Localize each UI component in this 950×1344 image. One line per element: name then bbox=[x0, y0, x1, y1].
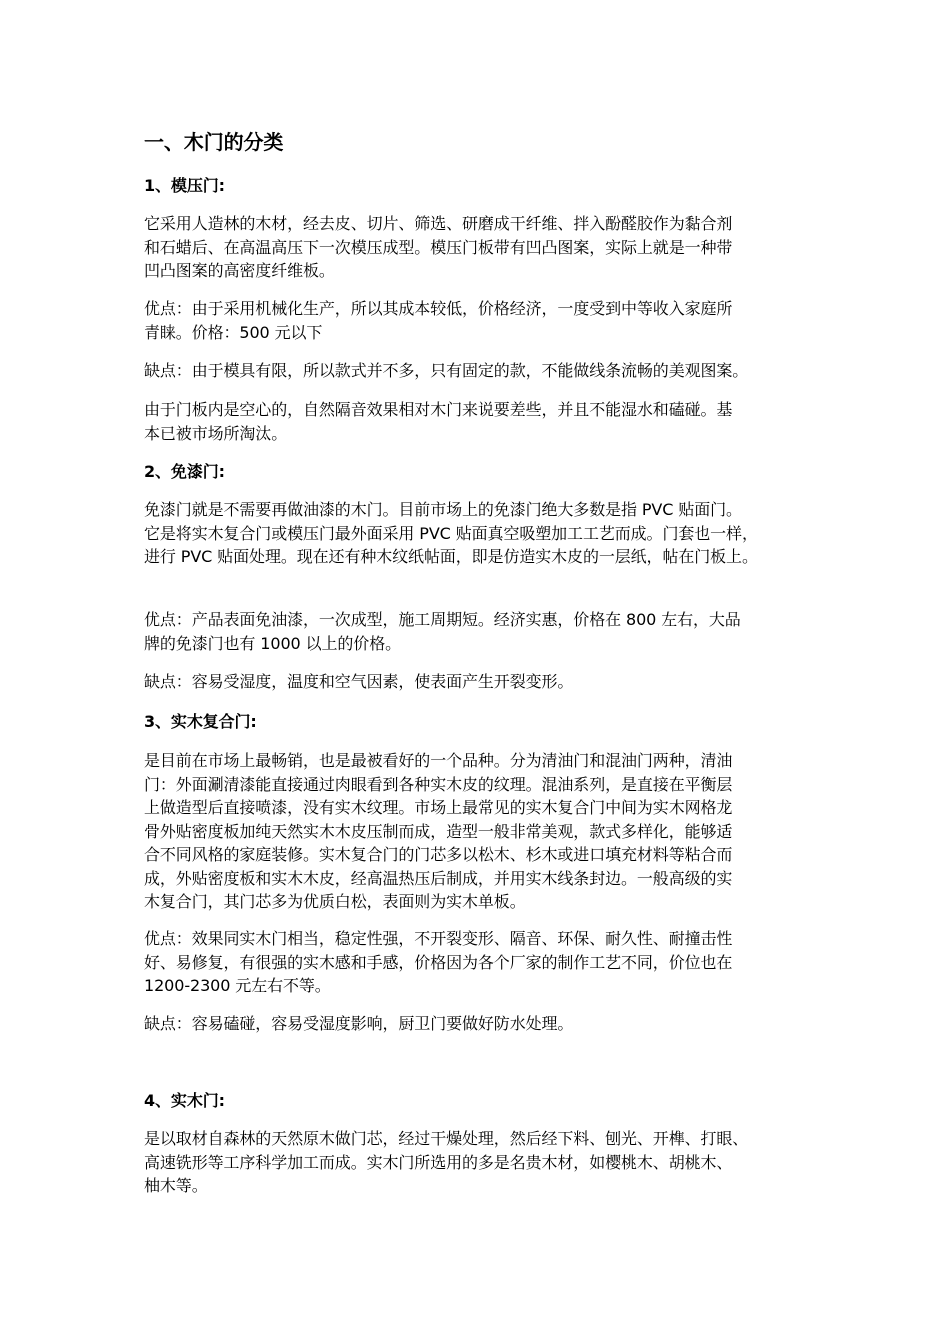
paragraph-line: 缺点：容易受湿度，温度和空气因素，使表面产生开裂变形。 bbox=[144, 672, 574, 691]
page-title: 一、木门的分类 bbox=[144, 130, 284, 154]
paragraph-line: 优点：效果同实木门相当，稳定性强，不开裂变形、隔音、环保、耐久性、耐撞击性 bbox=[144, 929, 733, 948]
paragraph bbox=[144, 212, 814, 283]
paragraph-line: 是以取材自森林的天然原木做门芯，经过干燥处理，然后经下料、刨光、开榫、打眼、 bbox=[144, 1129, 749, 1148]
paragraph-line: 缺点：由于模具有限，所以款式并不多，只有固定的款，不能做线条流畅的美观图案。 bbox=[144, 361, 749, 380]
paragraph-line: 是目前在市场上最畅销，也是最被看好的一个品种。分为清油门和混油门两种，清油 bbox=[144, 751, 733, 770]
paragraph-line: 骨外贴密度板加纯天然实木木皮压制而成，造型一般非常美观，款式多样化，能够适 bbox=[144, 821, 733, 841]
section-heading-composite-door: 3、实木复合门: bbox=[144, 712, 257, 731]
paragraph-line: 成，外贴密度板和实木木皮，经高温热压后制成，并用实木线条封边。一般高级的实 bbox=[144, 868, 733, 888]
paragraph-line: 好、易修复，有很强的实木感和手感，价格因为各个厂家的制作工艺不同，价位也在 bbox=[144, 952, 733, 972]
section-heading-paint-free-door: 2、免漆门: bbox=[144, 462, 225, 481]
paragraph-line: 牌的免漆门也有 1000 以上的价格。 bbox=[144, 633, 401, 653]
paragraph-line: 优点：由于采用机械化生产，所以其成本较低，价格经济，一度受到中等收入家庭所 bbox=[144, 299, 733, 318]
paragraph-line: 它是将实木复合门或模压门最外面采用 PVC 贴面真空吸塑加工工艺而成。门套也一样， bbox=[144, 523, 758, 543]
paragraph-line: 由于门板内是空心的，自然隔音效果相对木门来说要差些，并且不能湿水和磕碰。基 bbox=[144, 400, 733, 419]
paragraph bbox=[144, 608, 814, 655]
paragraph-line: 凹凸图案的高密度纤维板。 bbox=[144, 261, 335, 280]
paragraph-line: 它采用人造林的木材，经去皮、切片、筛选、研磨成干纤维、拌入酚醛胶作为黏合剂 bbox=[144, 214, 733, 233]
paragraph-line: 免漆门就是不需要再做油漆的木门。目前市场上的免漆门绝大多数是指 PVC 贴面门。 bbox=[144, 500, 742, 519]
paragraph-line: 合不同风格的家庭装修。实木复合门的门芯多以松木、杉木或进口填充材料等粘合而 bbox=[144, 845, 733, 864]
paragraph-line: 缺点：容易磕碰，容易受湿度影响，厨卫门要做好防水处理。 bbox=[144, 1014, 574, 1033]
paragraph bbox=[144, 1127, 814, 1198]
paragraph-line: 门：外面涮清漆能直接通过肉眼看到各种实木皮的纹理。混油系列，是直接在平衡层 bbox=[144, 774, 733, 794]
paragraph bbox=[144, 297, 814, 344]
paragraph-line: 1200-2300 元左右不等。 bbox=[144, 976, 331, 995]
paragraph-line: 柚木等。 bbox=[144, 1176, 208, 1195]
paragraph bbox=[144, 749, 814, 914]
paragraph-line: 优点：产品表面免油漆，一次成型，施工周期短。经济实惠，价格在 800 左右，大品 bbox=[144, 610, 741, 629]
paragraph bbox=[144, 359, 814, 383]
paragraph-line: 高速铣形等工序科学加工而成。实木门所选用的多是名贵木材，如樱桃木、胡桃木、 bbox=[144, 1152, 733, 1172]
paragraph bbox=[144, 398, 814, 445]
paragraph bbox=[144, 1012, 814, 1036]
paragraph bbox=[144, 927, 814, 998]
paragraph bbox=[144, 498, 814, 569]
paragraph-line: 进行 PVC 贴面处理。现在还有种木纹纸帖面，即是仿造实木皮的一层纸，帖在门板上。 bbox=[144, 547, 758, 566]
paragraph-line: 上做造型后直接喷漆，没有实木纹理。市场上最常见的实木复合门中间为实木网格龙 bbox=[144, 798, 733, 817]
section-heading-molded-door: 1、模压门: bbox=[144, 176, 225, 195]
paragraph-line: 青睐。价格：500 元以下 bbox=[144, 322, 323, 342]
paragraph-line: 和石蜡后、在高温高压下一次模压成型。模压门板带有凹凸图案，实际上就是一种带 bbox=[144, 237, 733, 257]
section-heading-solid-wood-door: 4、实木门: bbox=[144, 1091, 225, 1110]
paragraph bbox=[144, 670, 814, 694]
paragraph-line: 本已被市场所淘汰。 bbox=[144, 423, 288, 443]
paragraph-line: 木复合门，其门芯多为优质白松，表面则为实木单板。 bbox=[144, 892, 526, 911]
